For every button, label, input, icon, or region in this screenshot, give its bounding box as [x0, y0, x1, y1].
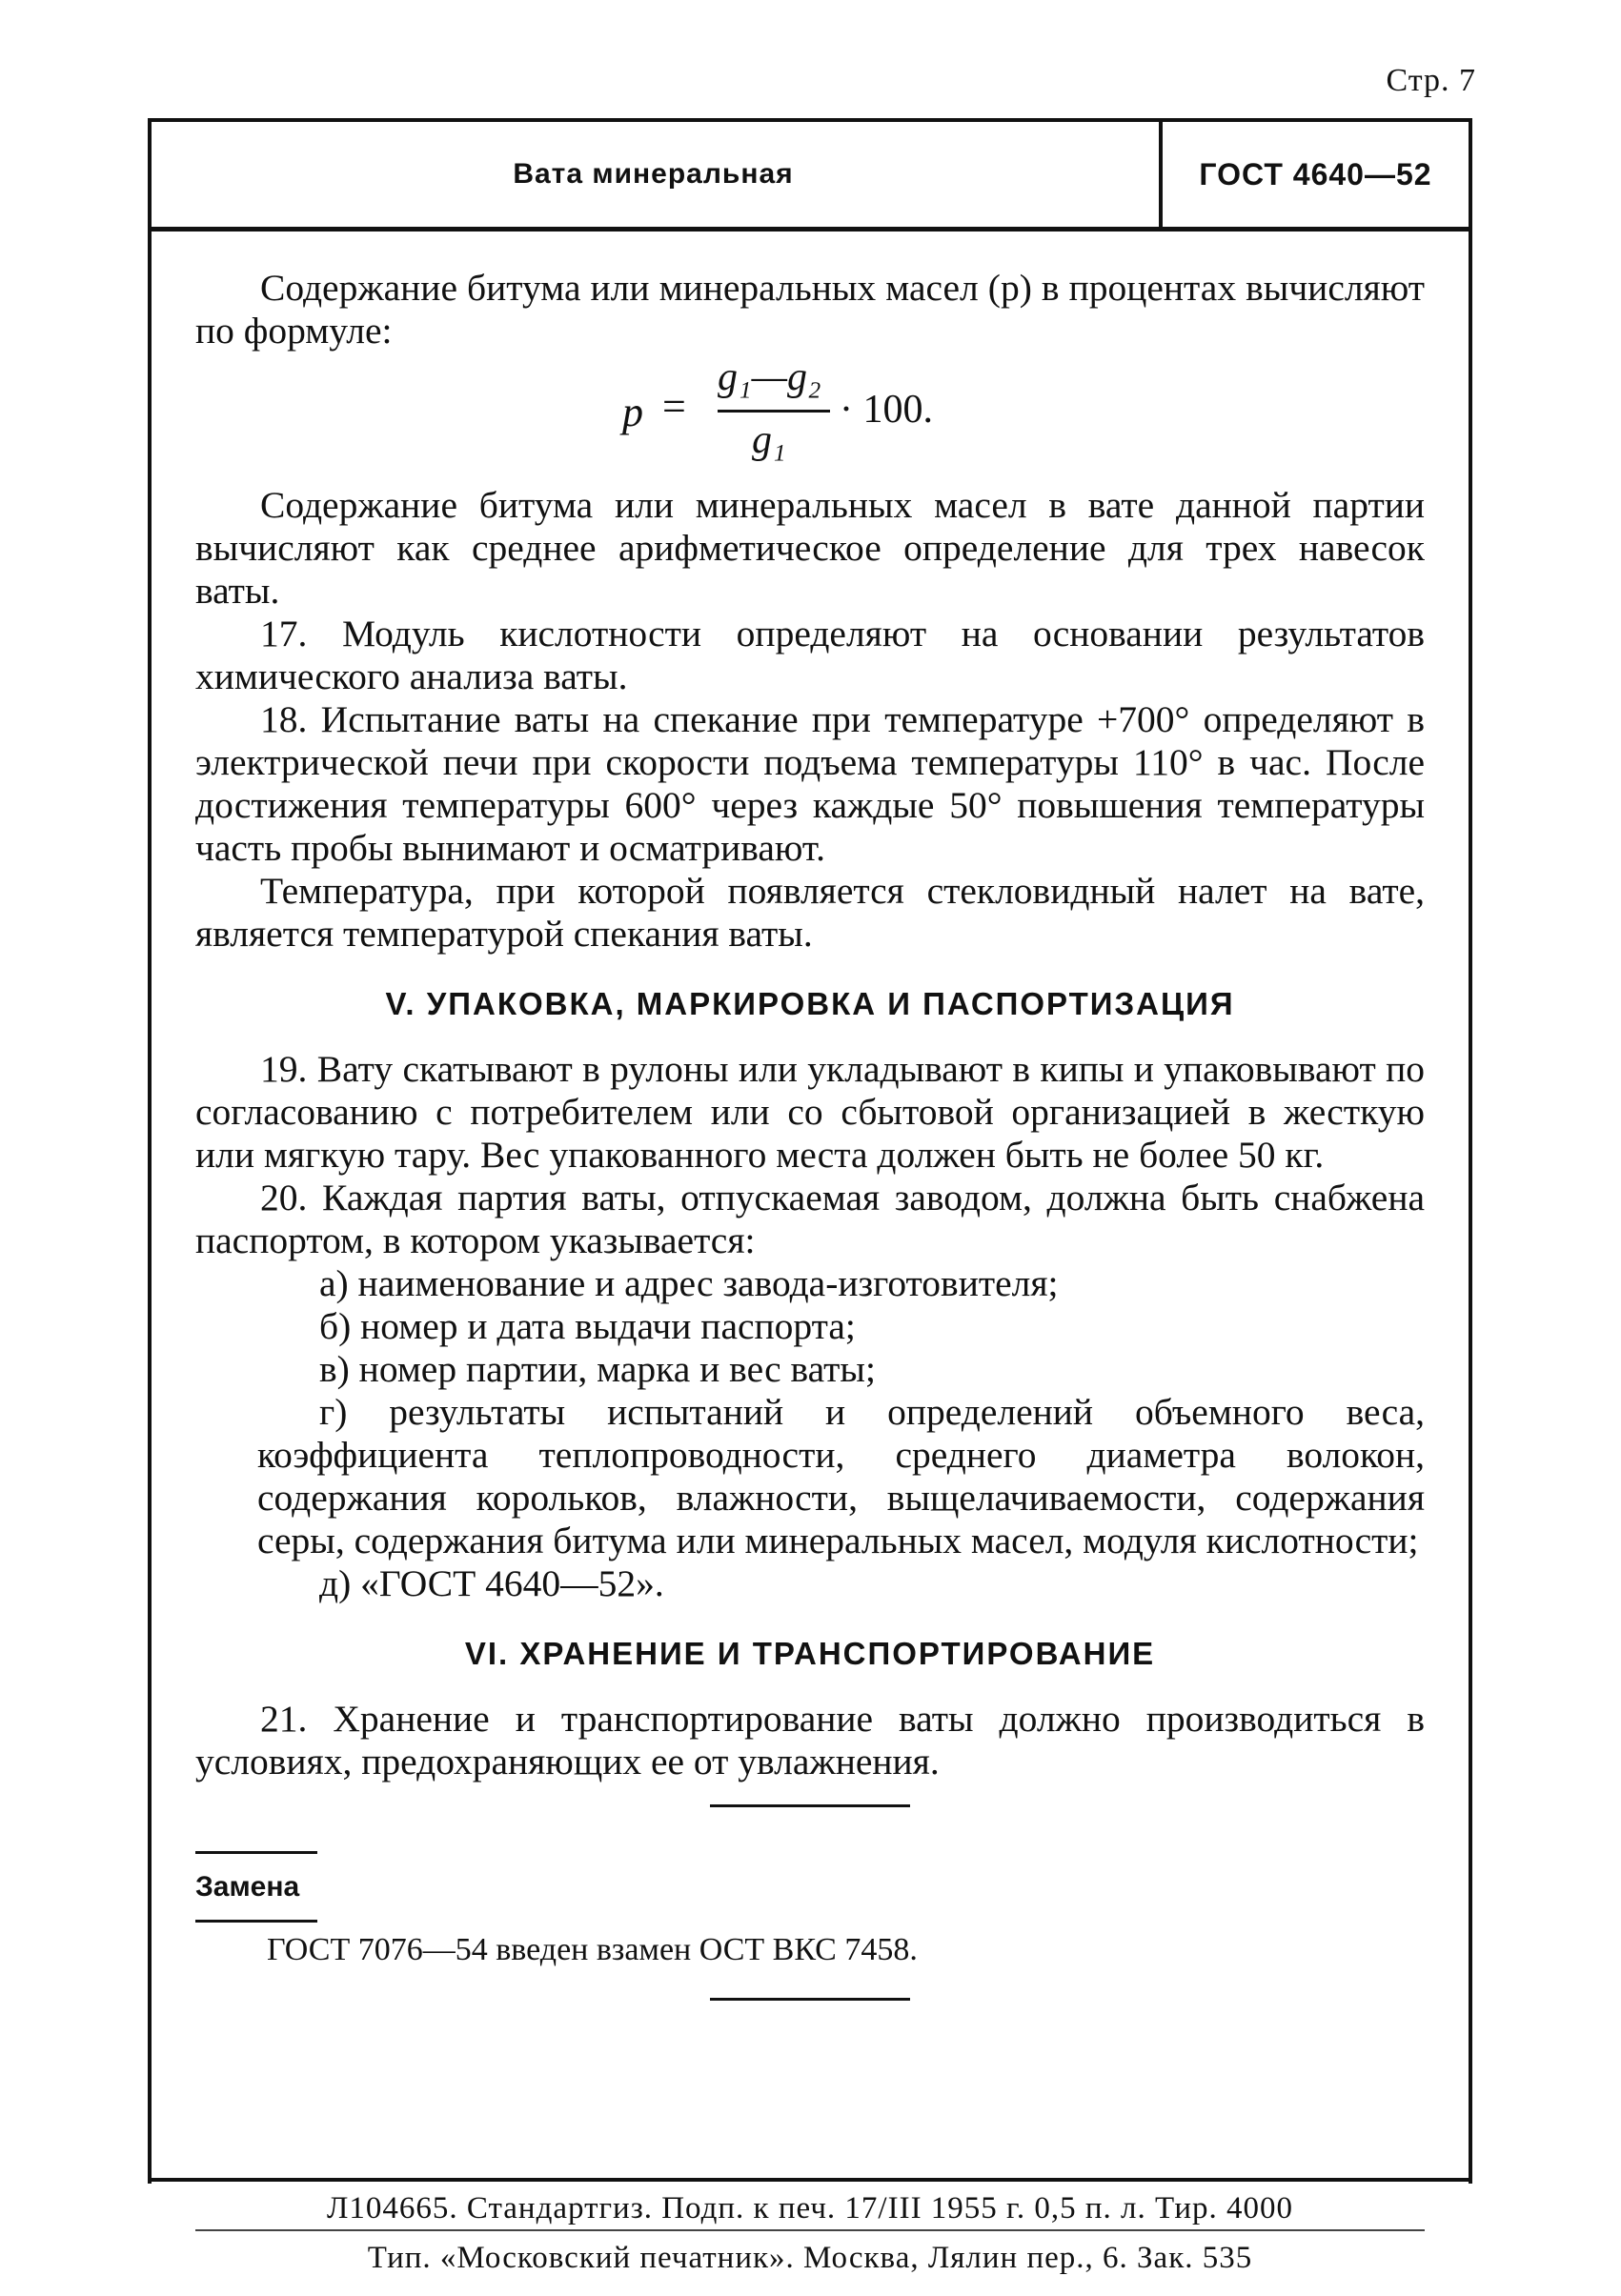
- replacement-text: ГОСТ 7076—54 введен взамен ОСТ ВКС 7458.: [267, 1932, 918, 1967]
- paragraph-18: 18. Испытание ваты на спекание при температуре +700° определяют в электрической печи при скорости подъема температуры 110° в час. После достижения температуры 600° через каждые 50° повышения температуры часть пробы вынимают и осматривают.: [195, 698, 1425, 869]
- formula-intro: Содержание битума или минеральных масел (p) в процентах вычисляют по формуле:: [195, 267, 1425, 352]
- frame-bottom-rule: [148, 2178, 1472, 2182]
- formula-equals: =: [662, 383, 686, 430]
- formula-lhs: p: [622, 389, 643, 435]
- imprint-underline: [195, 2229, 1425, 2231]
- section-6-title: VI. ХРАНЕНИЕ И ТРАНСПОРТИРОВАНИЕ: [464, 1636, 1156, 1671]
- formula-numerator: g₁—g₂: [718, 355, 821, 399]
- list-item-a: а) наименование и адрес завода-изготовителя;: [319, 1262, 1059, 1304]
- list-item-b: б) номер и дата выдачи паспорта;: [319, 1305, 856, 1347]
- paragraph-20: 20. Каждая партия ваты, отпускаемая заводом, должна быть снабжена паспортом, в котором указывается:: [195, 1177, 1425, 1261]
- formula-multiplier: · 100.: [840, 388, 933, 432]
- paragraph-17: 17. Модуль кислотности определяют на основании результатов химического анализа ваты.: [195, 613, 1425, 697]
- section-5-title: V. УПАКОВКА, МАРКИРОВКА И ПАСПОРТИЗАЦИЯ: [385, 986, 1235, 1021]
- replacement-rule-bottom: [195, 1920, 317, 1923]
- paragraph-average: Содержание битума или минеральных масел в вате данной партии вычисляют как среднее арифметическое определение для трех навесок ваты.: [195, 484, 1425, 612]
- list-item-d: д) «ГОСТ 4640—52».: [319, 1562, 664, 1604]
- closing-rule: [710, 1998, 910, 2001]
- list-item-v: в) номер партии, марка и вес ваты;: [319, 1348, 876, 1390]
- page-number: Стр. 7: [1386, 63, 1476, 98]
- formula-fraction-bar: [718, 410, 830, 413]
- list-item-g: г) результаты испытаний и определений объемного веса, коэффициента теплопроводности, среднего диаметра волокон, содержания корольков, влажности, выщелачиваемости, содержания серы, содержания битума или минеральных масел, модуля кислотности;: [257, 1391, 1425, 1561]
- header-bottom-rule: [148, 227, 1472, 232]
- formula: [195, 356, 1425, 473]
- replacement-rule-top: [195, 1851, 317, 1854]
- header-standard-code: ГОСТ 4640—52: [1199, 156, 1432, 191]
- document-body: [195, 267, 1425, 2001]
- imprint-line-1: Л104665. Стандартгиз. Подп. к печ. 17/III 1955 г. 0,5 п. л. Тир. 4000: [326, 2191, 1293, 2226]
- replacement-label: Замена: [195, 1871, 300, 1903]
- header-title: Вата минеральная: [513, 158, 794, 190]
- formula-denominator: g₁: [752, 418, 786, 462]
- paragraph-19: 19. Вату скатывают в рулоны или укладывают в кипы и упаковывают по согласованию с потребителем или со сбытовой организацией в жесткую или мягкую тару. Вес упакованного места должен быть не более 50 кг.: [195, 1048, 1425, 1176]
- imprint-line-2: Тип. «Московский печатник». Москва, Лялин пер., 6. Зак. 535: [367, 2241, 1253, 2275]
- paragraph-18-continued: Температура, при которой появляется стекловидный налет на вате, является температурой спекания ваты.: [195, 870, 1425, 955]
- paragraph-21: 21. Хранение и транспортирование ваты должно производиться в условиях, предохраняющих ее от увлажнения.: [195, 1698, 1425, 1782]
